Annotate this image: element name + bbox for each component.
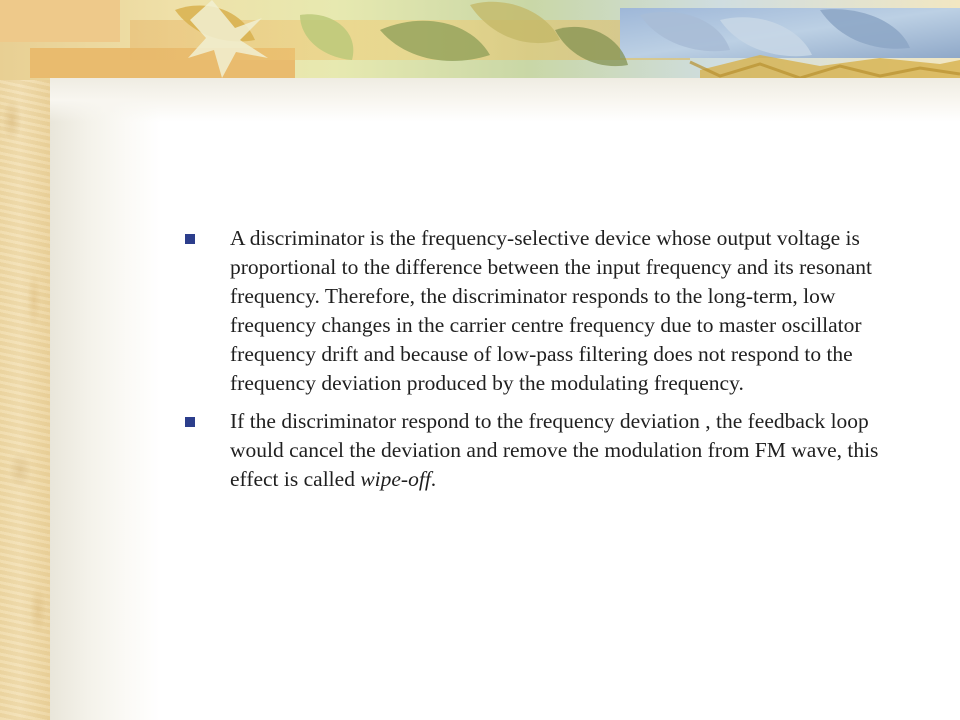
parchment-side-strip — [0, 0, 50, 720]
emphasized-term: wipe-off — [360, 467, 431, 491]
square-bullet-icon — [185, 417, 195, 427]
bullet-text: A discriminator is the frequency-selective device whose output voltage is proportional to the difference between the input frequency and its resonant frequency. Therefore, the discriminator responds to the long-term, low frequency changes in the carrier centre frequency due to master oscillator frequency drift and because of low-pass filtering does not respond to the frequency deviation produced by the modulating frequency. — [230, 226, 872, 395]
slide-body — [185, 224, 920, 503]
banner-artwork — [0, 0, 960, 80]
bullet-text-end: . — [430, 467, 437, 491]
bullet-text-main: If the discriminator respond to the frequency deviation , the feedback loop would cancel the deviation and remove the modulation from FM wave, this effect is called — [230, 409, 879, 491]
banner-shadow — [50, 78, 960, 122]
square-bullet-icon — [185, 234, 195, 244]
bullet-item — [185, 407, 920, 494]
bullet-text — [230, 409, 878, 491]
bullet-item — [185, 224, 920, 398]
leaf-banner-image — [0, 0, 960, 80]
